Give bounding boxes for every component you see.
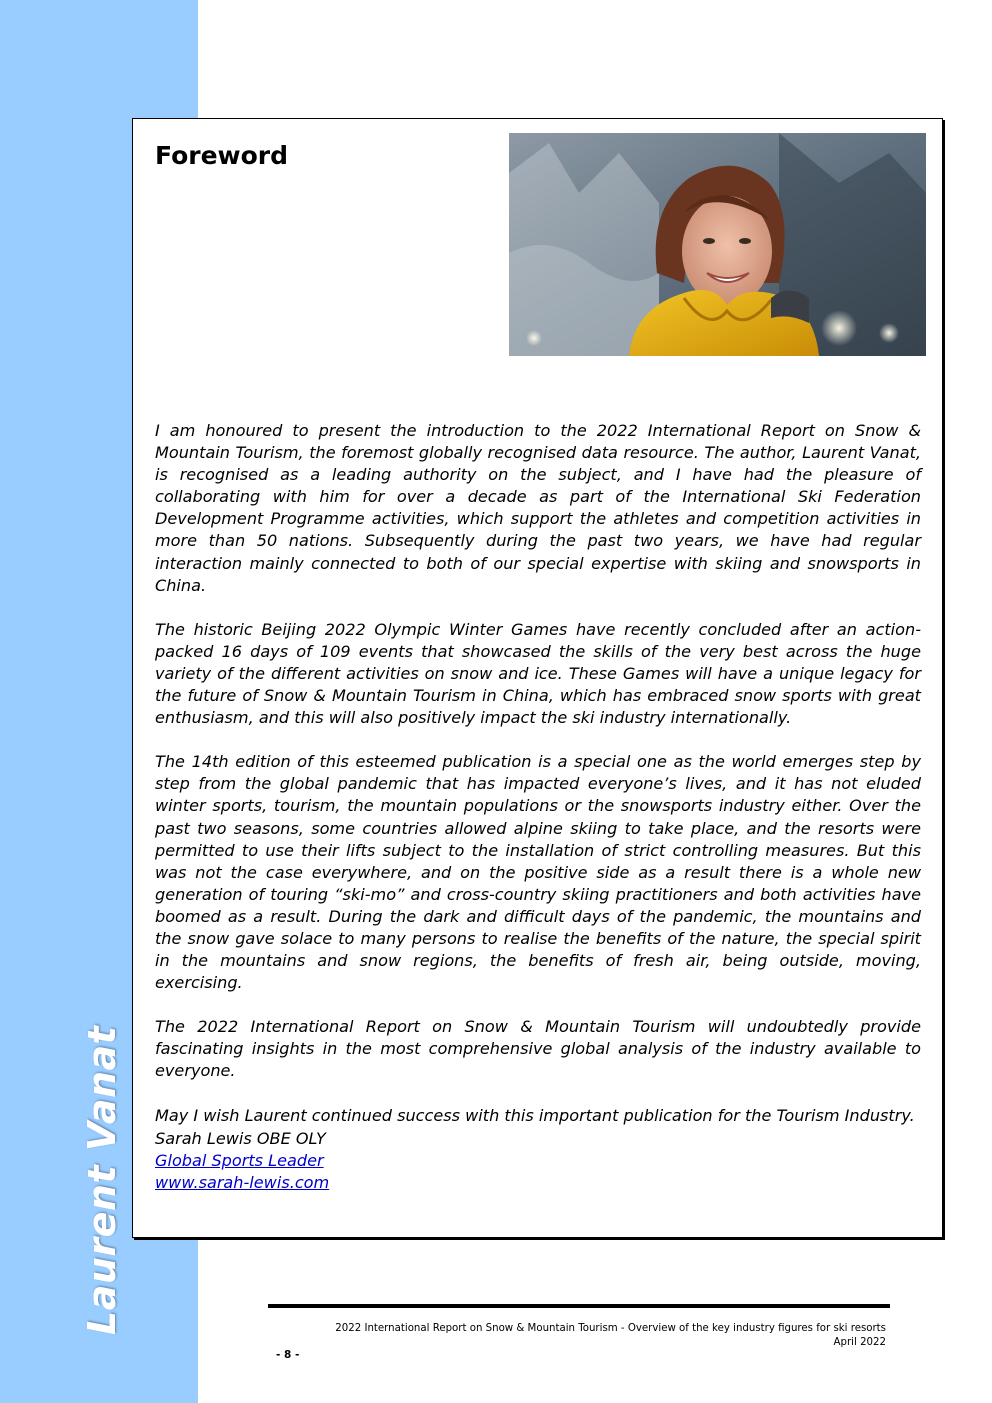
website-link[interactable]: www.sarah-lewis.com (155, 1173, 330, 1193)
portrait-photo-illustration (509, 133, 926, 356)
foreword-frame (132, 118, 943, 1238)
footer-date: April 2022 (833, 1337, 886, 1348)
footer-report-line: 2022 International Report on Snow & Mountain Tourism - Overview of the key industry figures for ski resorts (335, 1323, 886, 1334)
side-author-name: Laurent Vanat (80, 1025, 124, 1335)
foreword-paragraph: The 14th edition of this esteemed publication is a special one as the world emerges step by step from the global pandemic that has impacted everyone’s lives, and it has not eluded winter sports, tourism, the mountain populations or the snowsports industry either. Over the past two seasons, some countries allowed alpine skiing to take place, and the resorts were permitted to use their lifts subject to the installation of strict controlling measures. But this was not the case everywhere, and on the positive side as a result there is a whole new generation of touring “ski-mo” and cross-country skiing practitioners and both activities have boomed as a result. During the dark and difficult days of the pandemic, the mountains and the snow gave solace to many persons to realise the benefits of the nature, the special spirit in the mountains and snow regions, the benefits of fresh air, being outside, moving, exercising. (155, 752, 921, 993)
foreword-paragraph: The historic Beijing 2022 Olympic Winter Games have recently concluded after an action-packed 16 days of 109 events that showcased the skills of the very best across the huge variety of the different activities on snow and ice. These Games will have a unique legacy for the future of Snow & Mountain Tourism in China, which has embraced snow sports with great enthusiasm, and this will also positively impact the ski industry internationally. (155, 619, 921, 728)
foreword-paragraph: I am honoured to present the introduction to the 2022 International Report on Snow & Mountain Tourism, the foremost globally recognised data resource. The author, Laurent Vanat, is recognised as a leading authority on the subject, and I have had the pleasure of collaborating with him for over a decade as part of the International Ski Federation Development Programme activities, which support the athletes and competition activities in more than 50 nations. Subsequently during the past two years, we have had regular interaction mainly connected to both of our special expertise with skiing and snowsports in China. (155, 421, 921, 595)
role-link[interactable]: Global Sports Leader (155, 1151, 324, 1171)
footer-text (335, 1322, 886, 1350)
foreword-paragraph: The 2022 International Report on Snow & Mountain Tourism will undoubtedly provide fascinating insights in the most comprehensive global analysis of the industry available to everyone. (155, 1017, 921, 1081)
signature-block (155, 1128, 329, 1194)
page-number: - 8 - (276, 1349, 300, 1361)
portrait-photo (509, 133, 926, 356)
footer-rule (268, 1304, 890, 1308)
foreword-body (155, 420, 921, 1149)
page-title: Foreword (155, 141, 289, 170)
foreword-paragraph: May I wish Laurent continued success with this important publication for the Tourism Industry. (155, 1105, 915, 1125)
signature-name: Sarah Lewis OBE OLY (155, 1129, 326, 1148)
